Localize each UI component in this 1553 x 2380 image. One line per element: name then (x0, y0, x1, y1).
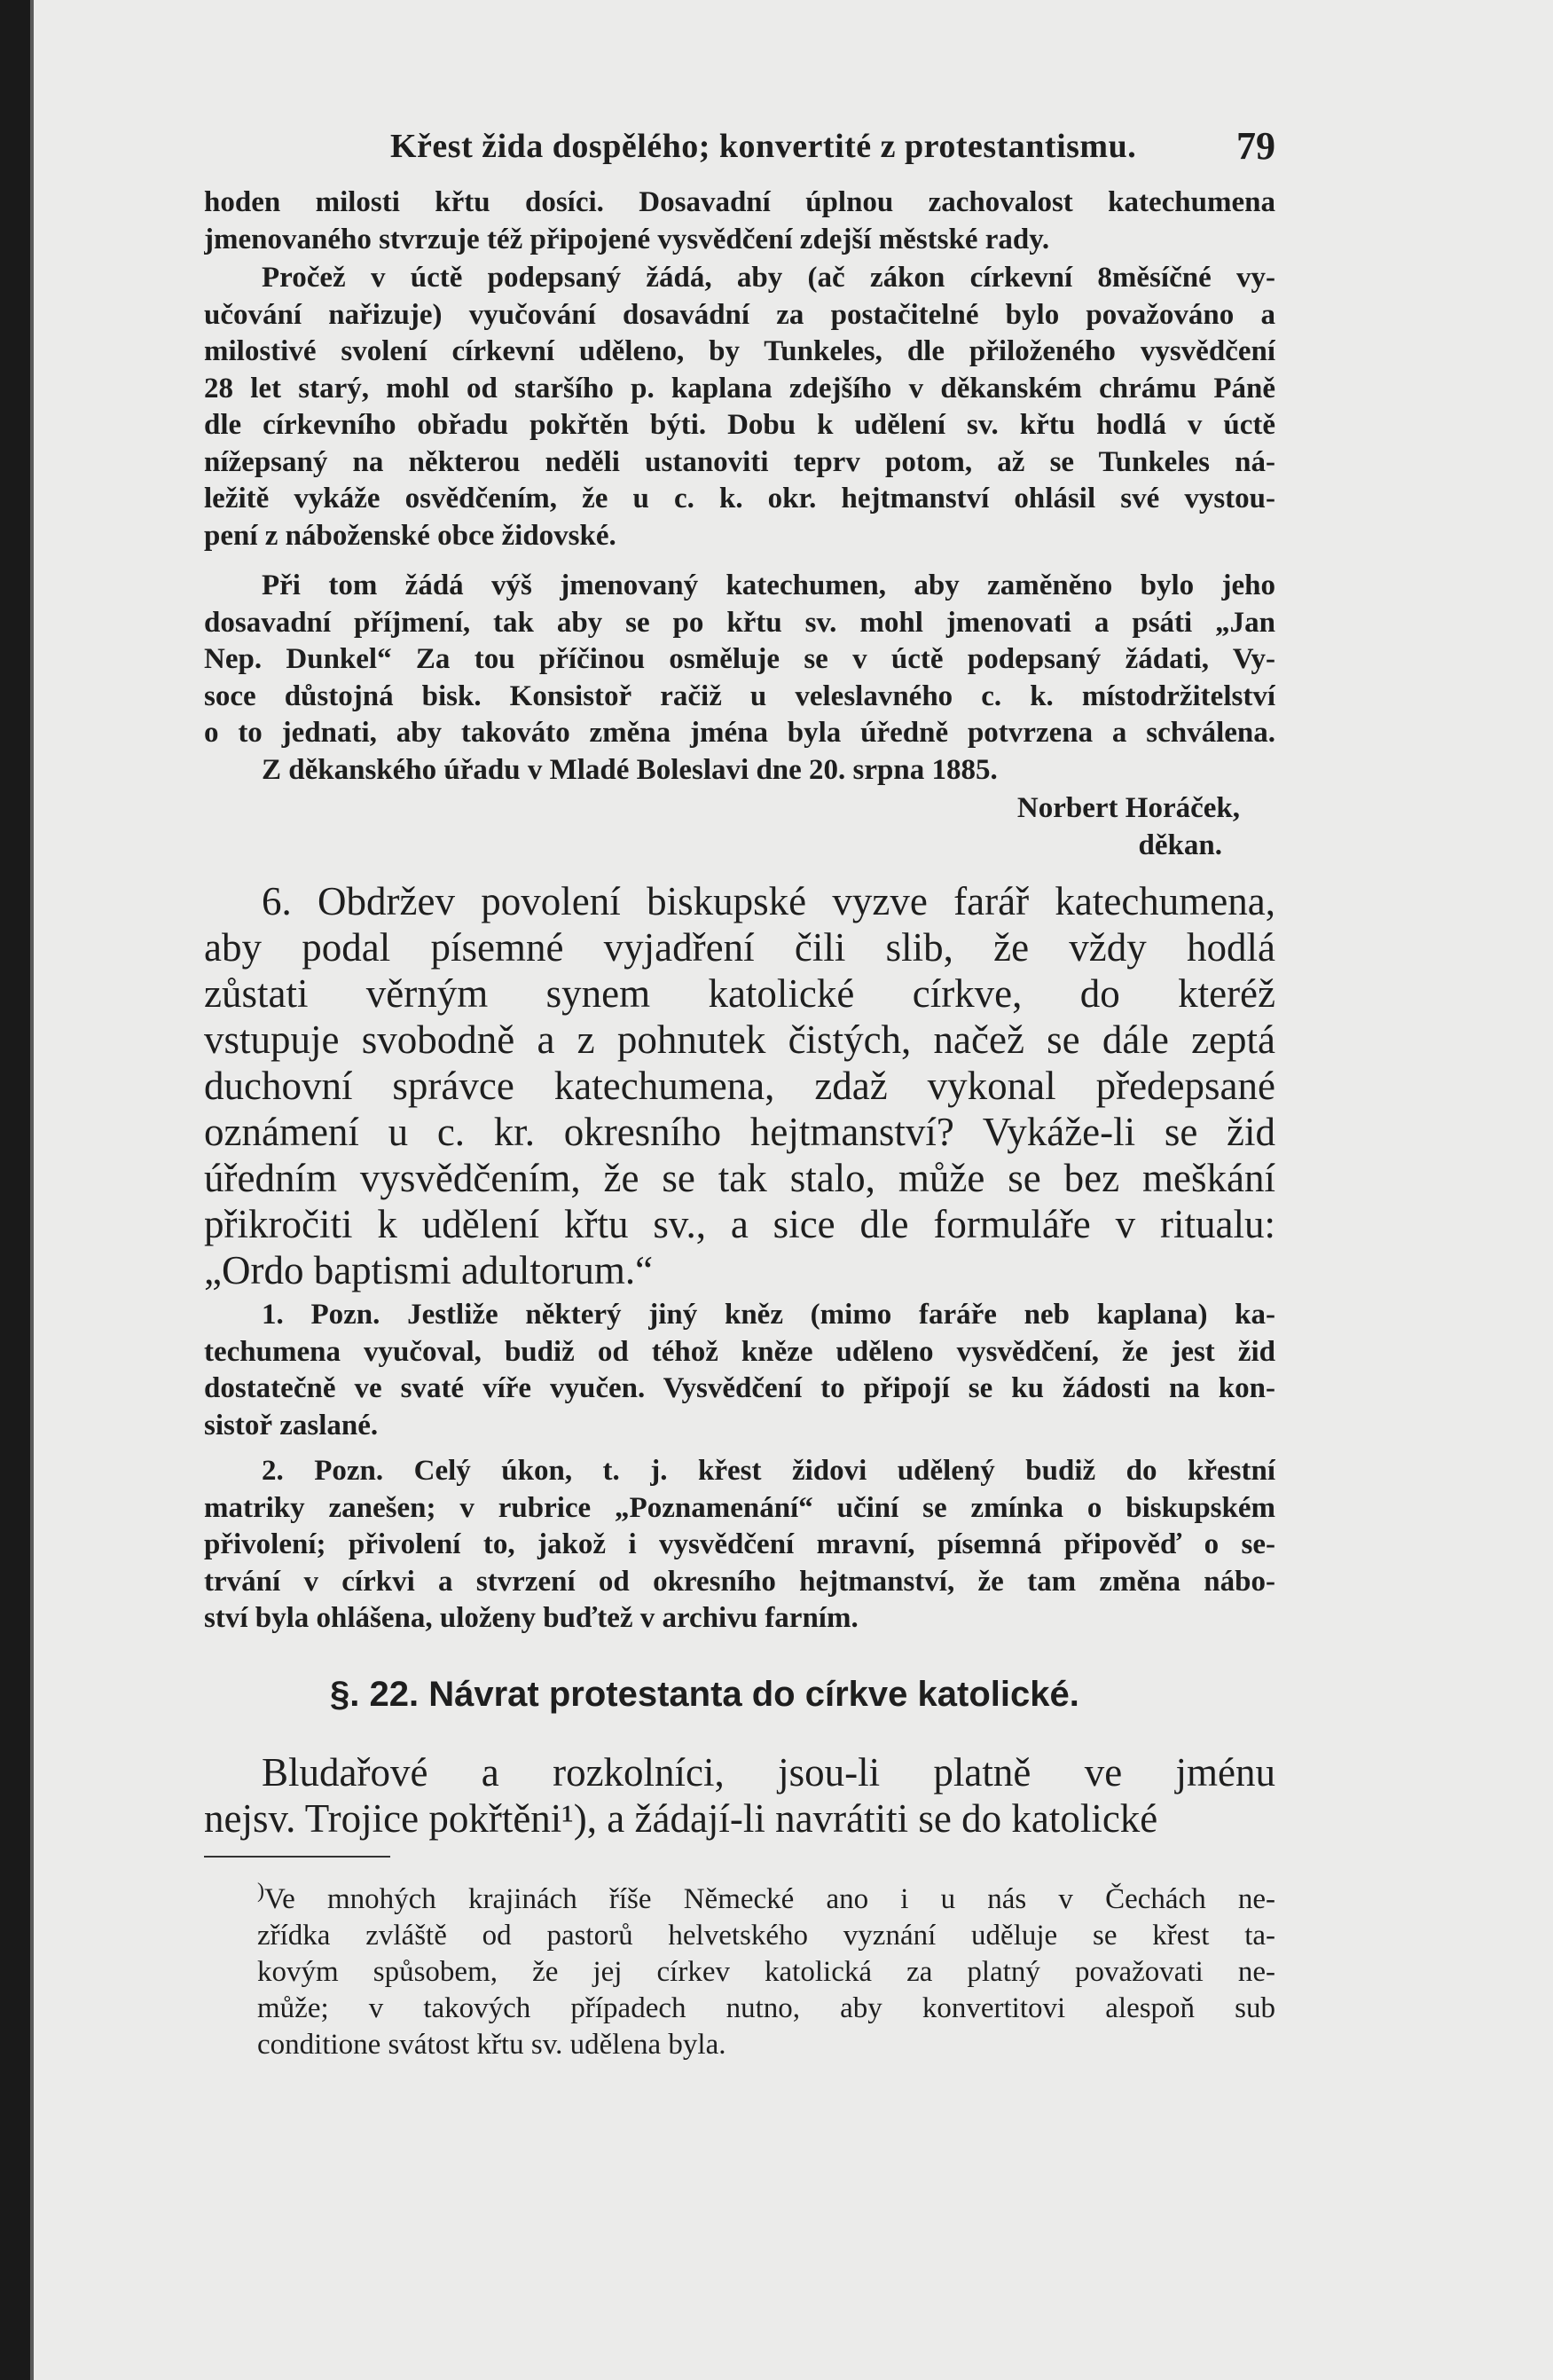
signature-name: Norbert Horáček, (1016, 792, 1240, 824)
text-line: Nep. Dunkel“ Za tou příčinou osměluje se v úctě podepsaný žádati, Vy- (204, 643, 1275, 675)
text-line: jmenovaného stvrzuje též připojené vysvědčení zdejší městské rady. (204, 223, 1050, 255)
text-line: úředním vysvědčením, že se tak stalo, může se bez meškání (204, 1156, 1275, 1200)
page-number: 79 (1236, 124, 1275, 168)
footnote-line (204, 1873, 1275, 1918)
section-heading: §. 22. Návrat protestanta do církve katolické. (330, 1675, 1079, 1714)
text-line: soce důstojná bisk. Konsistoř račiž u veleslavného c. k. místodržitelství (204, 679, 1275, 712)
letter-signature (204, 790, 1275, 864)
text-line: oznámení u c. kr. okresního hejtmanství? Vykáže-li se žid (204, 1110, 1275, 1154)
paragraph-6 (204, 878, 1275, 1293)
text-line: Pročež v úctě podepsaný žádá, aby (ač zákon církevní 8měsíčné vy- (262, 262, 1275, 294)
footnote-line: kovým spůsobem, že jej církev katolická za platný považovati ne- (257, 1956, 1275, 1988)
text-line: 1. Pozn. Jestliže některý jiný kněz (mimo faráře neb kaplana) ka- (262, 1299, 1275, 1331)
text-line: techumena vyučoval, budiž od téhož kněze uděleno vysvědčení, že jest žid (204, 1335, 1275, 1368)
page-header (204, 120, 1275, 173)
text-line: milostivé svolení církevní uděleno, by Tunkeles, dle přiloženého vysvědčení (204, 335, 1275, 367)
text-line: nížepsaný na některou neděli ustanoviti teprv potom, až se Tunkeles ná- (204, 445, 1275, 478)
text-line: učování nařizuje) vyučování dosavádní za postačitelné bylo považováno a (204, 298, 1275, 331)
text-line: vstupuje svobodně a z pohnutek čistých, načež se dále zeptá (204, 1017, 1275, 1062)
text-line: matriky zanešen; v rubrice „Poznamenání“ učiní se zmínka o biskupském (204, 1491, 1275, 1524)
section-paragraph (204, 1749, 1275, 1842)
text-line: pení z náboženské obce židovské. (204, 519, 616, 552)
text-line: sistoř zaslané. (204, 1409, 379, 1441)
text-line: trvání v církvi a stvrzení od okresního hejtmanství, že tam změna nábo- (204, 1565, 1275, 1598)
text-line: 2. Pozn. Celý úkon, t. j. křest židovi udělený budiž do křestní (262, 1455, 1275, 1487)
text-line: dosavadní příjmení, tak aby se po křtu sv. mohl jmenovati a psáti „Jan (204, 606, 1275, 639)
text-line: zůstati věrným synem katolické církve, do kteréž (204, 971, 1275, 1016)
footnote-line: conditione svátost křtu sv. udělena byla. (257, 2029, 726, 2061)
note-2 (204, 1453, 1275, 1638)
text-line: Bludařové a rozkolníci, jsou-li platně ve jménu (262, 1750, 1275, 1795)
running-head: Křest žida dospělého; konvertité z protestantismu. (390, 128, 1137, 165)
footnote-line: může; v takových případech nutno, aby konvertitovi alespoň sub (257, 1992, 1275, 2024)
text-line: Při tom žádá výš jmenovaný katechumen, aby zaměněno bylo jeho (262, 569, 1275, 601)
text-line: aby podal písemné vyjadření čili slib, že vždy hodlá (204, 925, 1275, 970)
text-line: duchovní správce katechumena, zdaž vykonal předepsané (204, 1064, 1275, 1108)
text-line: 6. Obdržev povolení biskupské vyzve farář katechumena, (262, 879, 1275, 923)
letter-paragraph-3 (204, 568, 1275, 789)
footnote-marker: ) (257, 1880, 264, 1903)
footnote (204, 1873, 1275, 2063)
footnote-text: Ve mnohých krajinách říše Německé ano i u nás v Čechách ne- (264, 1883, 1275, 1915)
letter-paragraph-2 (204, 260, 1275, 554)
text-line: nejsv. Trojice pokřtěni¹), a žádají-li navrátiti se do katolické (204, 1796, 1158, 1841)
signature-title: děkan. (1138, 829, 1222, 861)
text-line: „Ordo baptismi adultorum.“ (204, 1248, 654, 1292)
page-edge-line (30, 0, 34, 2380)
text-line: o to jednati, aby takováto změna jména byla úředně potvrzena a schválena. (204, 717, 1275, 749)
text-line: přivolení; přivolení to, jakož i vysvědčení mravní, písemná připověď o se- (204, 1528, 1275, 1560)
page-binding-edge (0, 0, 30, 2380)
text-line: dostatečně ve svaté víře vyučen. Vysvědčení to připojí se ku žádosti na kon- (204, 1372, 1275, 1404)
letter-paragraph-1 (204, 185, 1275, 258)
text-line: hoden milosti křtu dosíci. Dosavadní úplnou zachovalost katechumena (204, 186, 1275, 218)
text-line: dle církevního obřadu pokřtěn býti. Dobu k udělení sv. křtu hodlá v úctě (204, 409, 1275, 441)
footnote-line: zřídka zvláště od pastorů helvetského vyznání uděluje se křest ta- (257, 1920, 1275, 1952)
text-line: ležitě vykáže osvědčením, že u c. k. okr. hejtmanství ohlásil své vystou- (204, 483, 1275, 514)
text-line: přikročiti k udělení křtu sv., a sice dle formuláře v ritualu: (204, 1202, 1275, 1246)
footnote-rule (204, 1856, 390, 1858)
text-line: ství byla ohlášena, uloženy buďtež v archivu farním. (204, 1602, 859, 1634)
note-1 (204, 1297, 1275, 1444)
text-line: 28 let starý, mohl od staršího p. kaplana zdejšího v děkanském chrámu Páně (204, 372, 1275, 405)
text-line: Z děkanského úřadu v Mladé Boleslavi dne 20. srpna 1885. (262, 753, 998, 786)
